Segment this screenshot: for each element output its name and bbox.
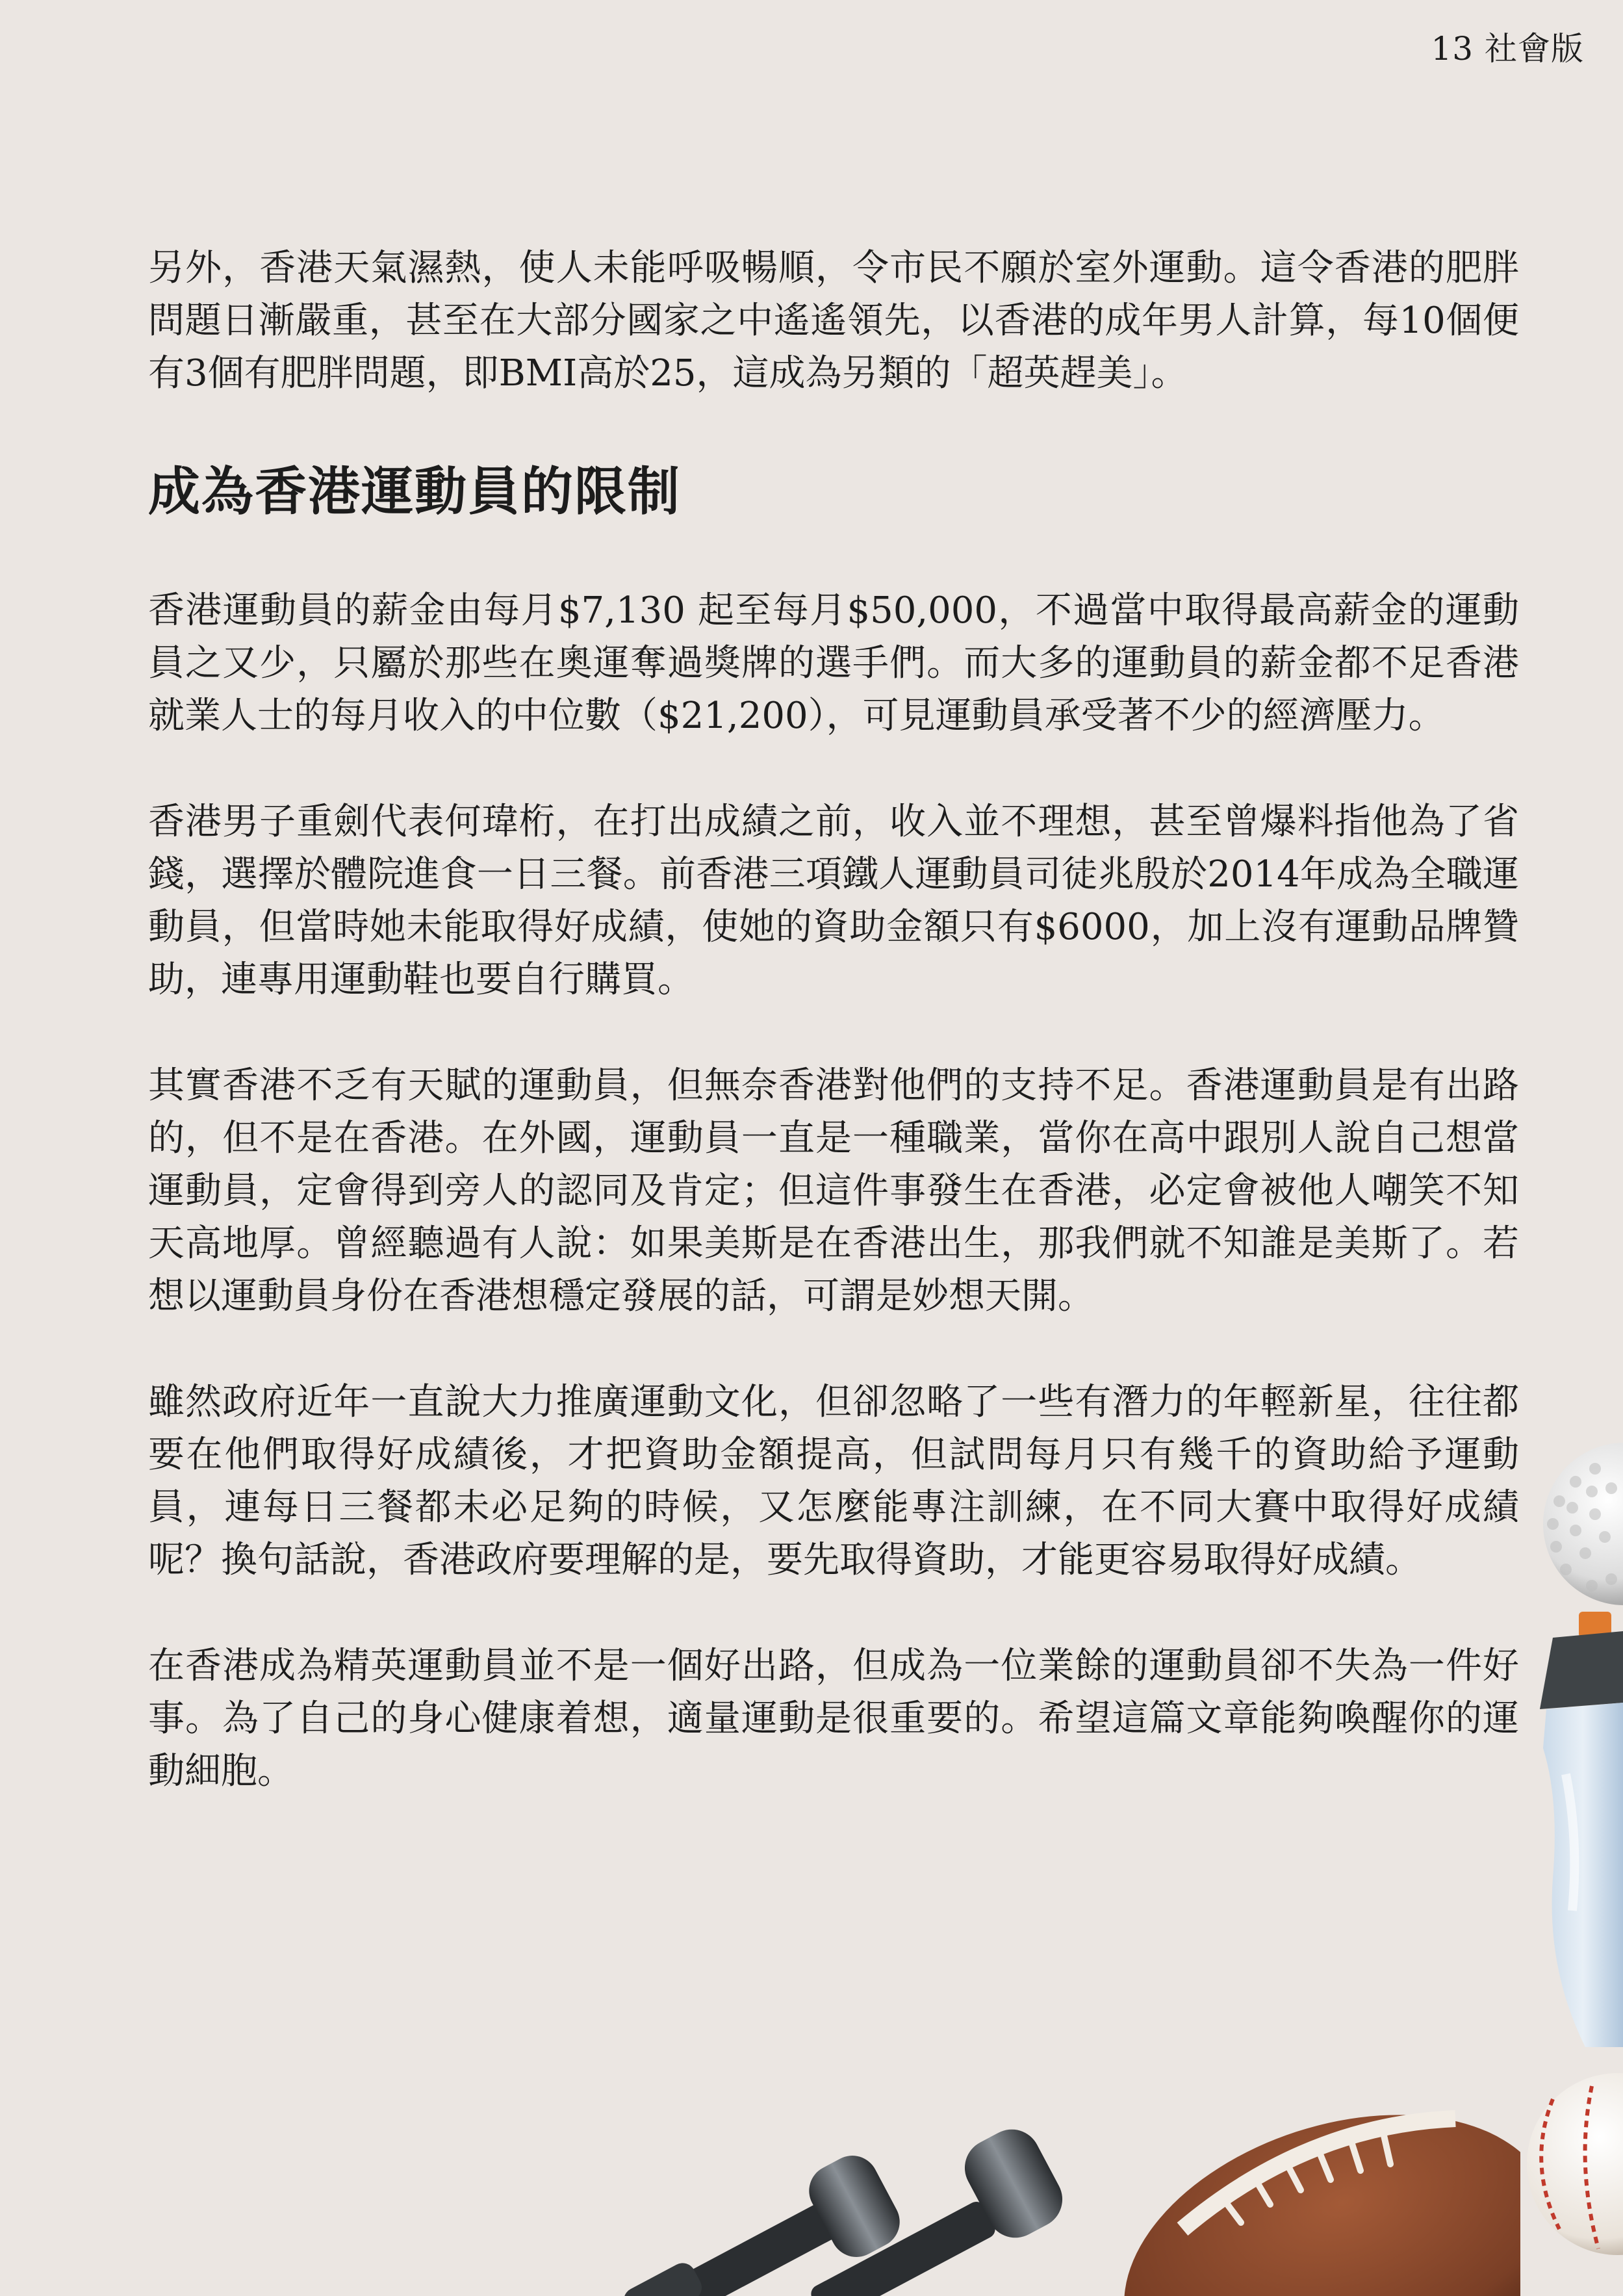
paragraph-conclusion: 在香港成為精英運動員並不是一個好出路，但成為一位業餘的運動員卻不失為一件好事。為了自己的身心健康着想，適量運動是很重要的。希望這篇文章能夠喚醒你的運動細胞。	[148, 1645, 1519, 1792]
paragraph-athlete-examples: 香港男子重劍代表何瑋桁，在打出成績之前，收入並不理想，甚至曾爆料指他為了省錢，選擇於體院進食一日三餐。前香港三項鐵人運動員司徒兆殷於2014年成為全職運動員，但當時她未能取得好成績，使她的資助金額只有$6000，加上沒有運動品牌贊助，連專用運動鞋也要自行購買。	[148, 801, 1519, 1001]
baseball-image	[1514, 2073, 1623, 2296]
paragraph-government: 雖然政府近年一直說大力推廣運動文化，但卻忽略了一些有潛力的年輕新星，往往都要在他們取得好成績後，才把資助金額提高，但試問每月只有幾千的資助給予運動員，連每日三餐都未必足夠的時候，又怎麼能專注訓練，在不同大賽中取得好成績呢？換句話說，香港政府要理解的是，要先取得資助，才能更容易取得好成績。	[148, 1381, 1519, 1581]
american-football-image	[1092, 2099, 1520, 2296]
dumbbells-image	[611, 2112, 1118, 2296]
water-bottle-image	[1507, 1605, 1623, 2047]
golf-ball-image	[1527, 1443, 1623, 1612]
paragraph-talent-support: 其實香港不乏有天賦的運動員，但無奈香港對他們的支持不足。香港運動員是有出路的，但不是在香港。在外國，運動員一直是一種職業，當你在高中跟別人說自己想當運動員，定會得到旁人的認同及肯定；但這件事發生在香港，必定會被他人嘲笑不知天高地厚。曾經聽過有人說：如果美斯是在香港出生，那我們就不知誰是美斯了。若想以運動員身份在香港想穩定發展的話，可謂是妙想天開。	[148, 1064, 1519, 1317]
intro-paragraph: 另外，香港天氣濕熱，使人未能呼吸暢順，令市民不願於室外運動。這令香港的肥胖問題日漸嚴重，甚至在大部分國家之中遙遙領先，以香港的成年男人計算，每10個便有3個有肥胖問題，即BMI高於25，這成為另類的「超英趕美」。	[148, 247, 1519, 394]
article-body	[148, 242, 1519, 1851]
page-number: 13 社會版	[1431, 30, 1584, 68]
paragraph-salary: 香港運動員的薪金由每月$7,130 起至每月$50,000，不過當中取得最高薪金的運動員之又少，只屬於那些在奧運奪過獎牌的選手們。而大多的運動員的薪金都不足香港就業人士的每月收入的中位數（$21,200），可見運動員承受著不少的經濟壓力。	[148, 589, 1519, 737]
section-heading: 成為香港運動員的限制	[148, 461, 681, 522]
